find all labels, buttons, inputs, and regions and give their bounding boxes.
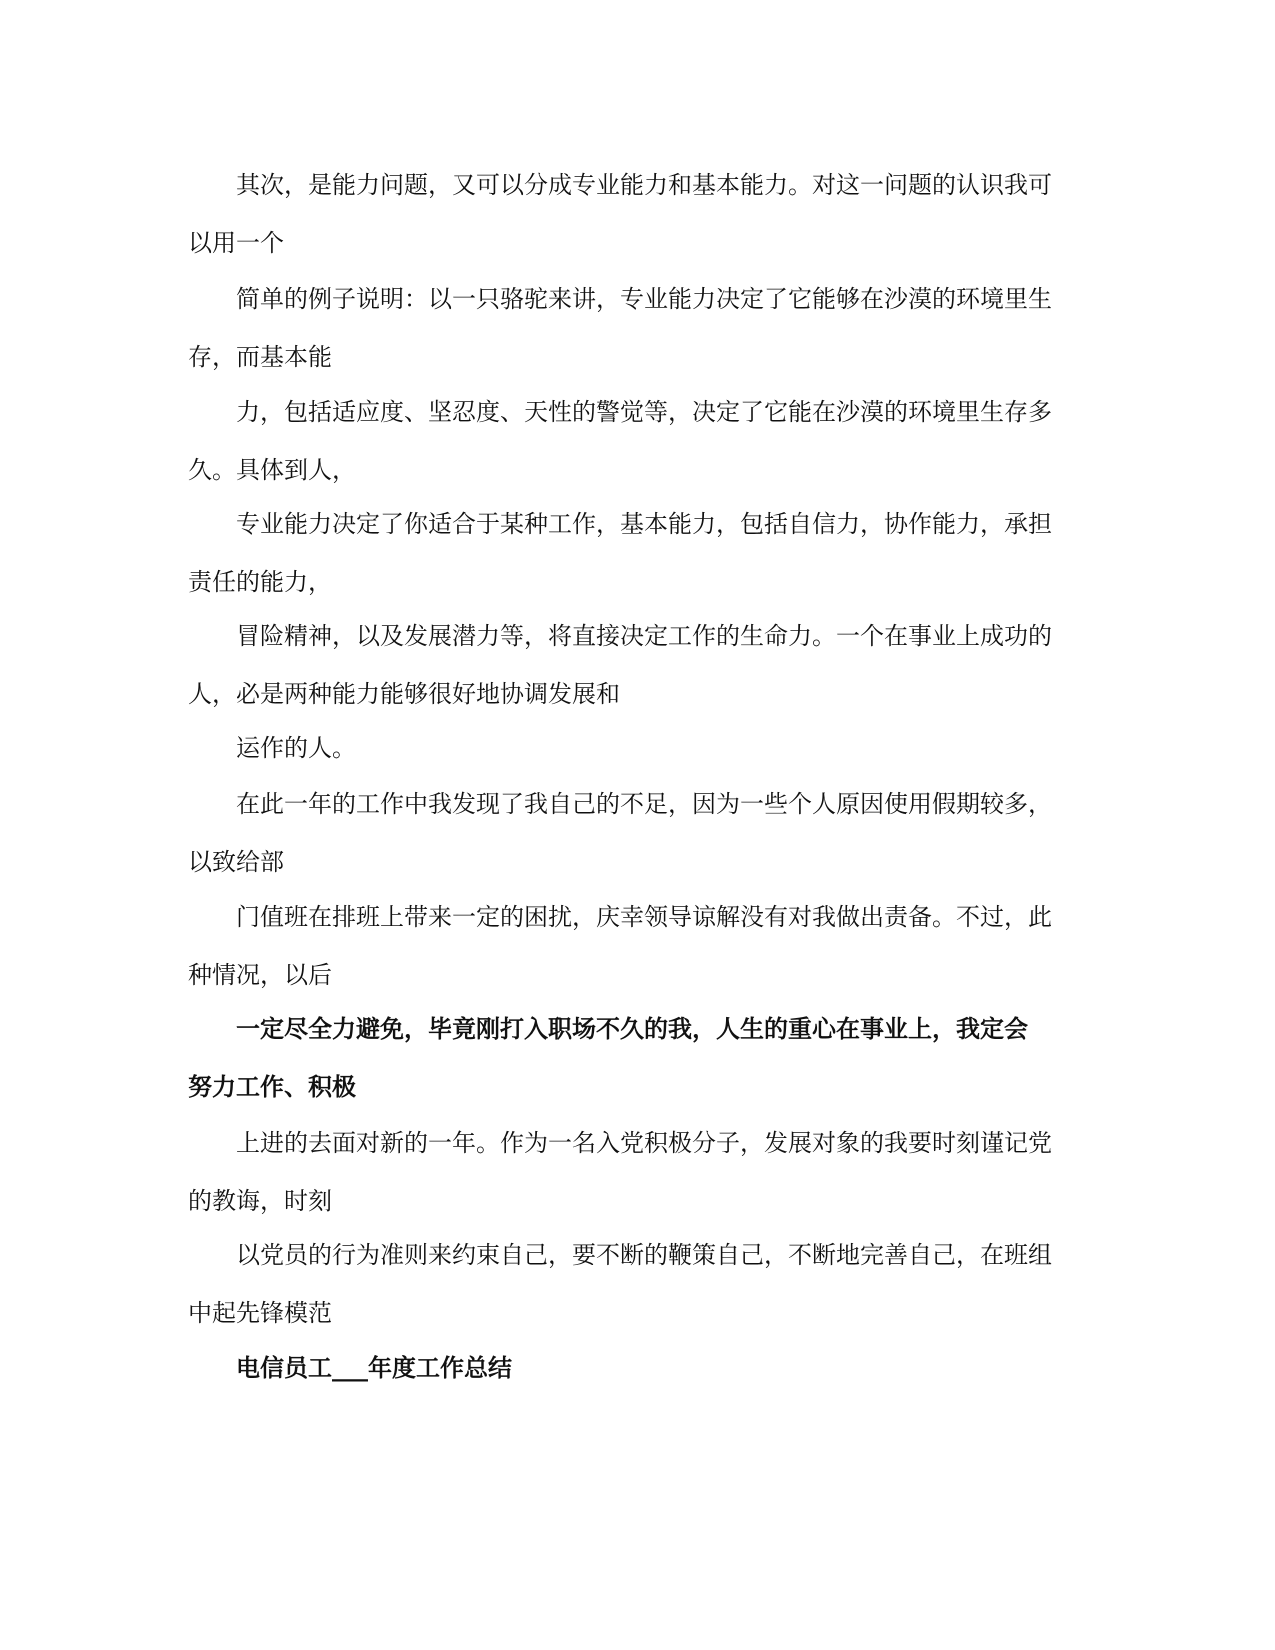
section-heading: [188, 1339, 1088, 1397]
paragraph-10-line-2: 的教诲，时刻: [188, 1187, 332, 1215]
paragraph-1: [188, 156, 1088, 272]
paragraph-11: [188, 1226, 1088, 1342]
paragraph-2: [188, 270, 1088, 386]
section-heading-text: 电信员工___年度工作总结: [236, 1353, 512, 1382]
paragraph-1-line-2: 以用一个: [188, 229, 284, 257]
paragraph-7-line-2: 以致给部: [188, 848, 284, 876]
paragraph-2-line-2: 存，而基本能: [188, 343, 332, 371]
paragraph-2-line-1: 简单的例子说明：以一只骆驼来讲，专业能力决定了它能够在沙漠的环境里生: [236, 285, 1052, 313]
paragraph-1-line-1: 其次，是能力问题，又可以分成专业能力和基本能力。对这一问题的认识我可: [236, 171, 1052, 199]
paragraph-9-line-2: 努力工作、积极: [188, 1072, 356, 1101]
paragraph-9-bold: [188, 1000, 1088, 1116]
paragraph-3-line-2: 久。具体到人，: [188, 456, 356, 484]
paragraph-9-line-1: 一定尽全力避免，毕竟刚打入职场不久的我，人生的重心在事业上，我定会: [236, 1014, 1028, 1043]
paragraph-4-line-2: 责任的能力，: [188, 568, 332, 596]
paragraph-11-line-1: 以党员的行为准则来约束自己，要不断的鞭策自己，不断地完善自己，在班组: [236, 1241, 1052, 1269]
paragraph-7-line-1: 在此一年的工作中我发现了我自己的不足，因为一些个人原因使用假期较多，: [236, 790, 1052, 818]
paragraph-6-line-1: 运作的人。: [236, 734, 356, 762]
paragraph-3-line-1: 力，包括适应度、坚忍度、天性的警觉等，决定了它能在沙漠的环境里生存多: [236, 398, 1052, 426]
paragraph-11-line-2: 中起先锋模范: [188, 1299, 332, 1327]
paragraph-7: [188, 775, 1088, 891]
paragraph-8: [188, 888, 1088, 1004]
paragraph-6: [188, 719, 1088, 777]
paragraph-3: [188, 383, 1088, 499]
paragraph-5-line-1: 冒险精神，以及发展潜力等，将直接决定工作的生命力。一个在事业上成功的: [236, 622, 1052, 650]
paragraph-10-line-1: 上进的去面对新的一年。作为一名入党积极分子，发展对象的我要时刻谨记党: [236, 1129, 1052, 1157]
paragraph-5: [188, 607, 1088, 723]
paragraph-5-line-2: 人，必是两种能力能够很好地协调发展和: [188, 680, 620, 708]
paragraph-4-line-1: 专业能力决定了你适合于某种工作，基本能力，包括自信力，协作能力，承担: [236, 510, 1052, 538]
paragraph-4: [188, 495, 1088, 611]
paragraph-8-line-2: 种情况，以后: [188, 961, 332, 989]
paragraph-8-line-1: 门值班在排班上带来一定的困扰，庆幸领导谅解没有对我做出责备。不过，此: [236, 903, 1052, 931]
paragraph-10: [188, 1114, 1088, 1230]
